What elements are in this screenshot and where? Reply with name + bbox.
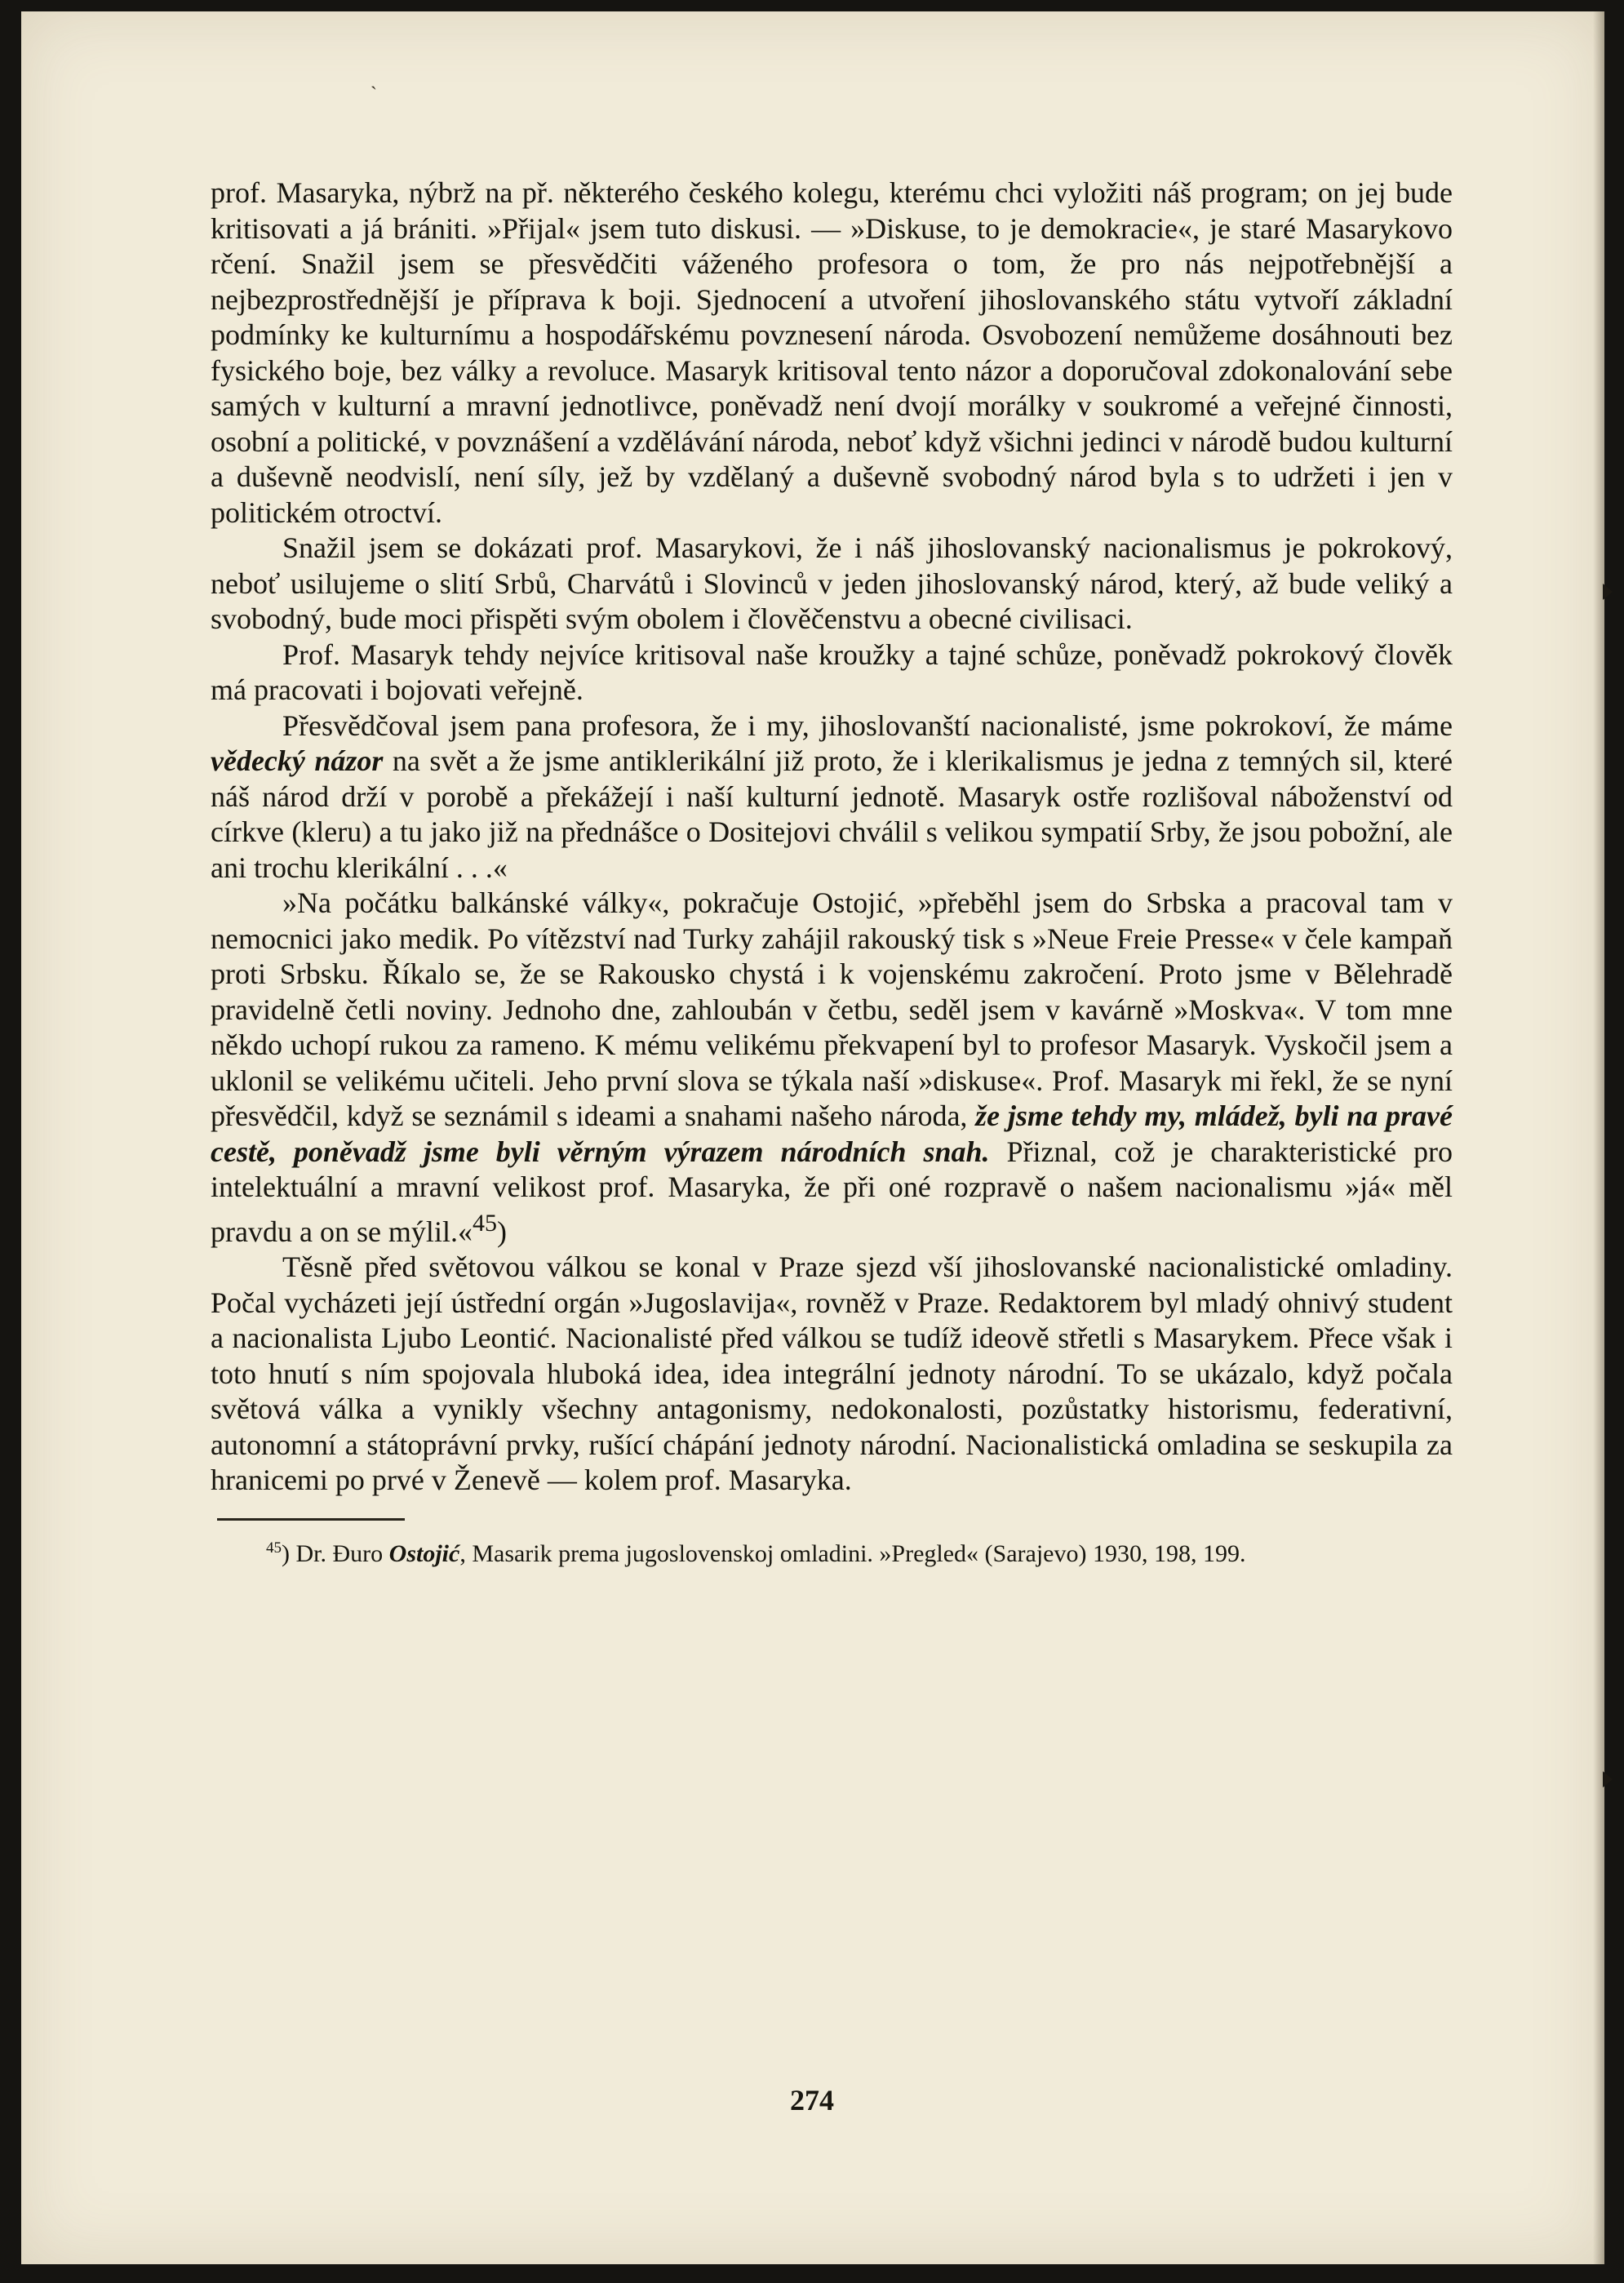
paragraph-5-text-b: Přiznal, což je charakteristické pro intelektuální a mravní velikost prof. Masaryka, že při oné rozpravě o našem nacionalismu »já« měl pravdu a on se mýlil.«: [211, 1135, 1453, 1248]
page-body: [211, 175, 1453, 1570]
page-number: 274: [790, 2084, 834, 2116]
paragraph-5-emphasis: že jsme tehdy my, mládež, byli na pravé cestě, poněvadž jsme byli věrným výrazem národních snah.: [211, 1099, 1453, 1168]
margin-tick-mark: [1603, 1771, 1613, 1788]
footnote-text-b: , Masarik prema jugoslovenskoj omladini. »Pregled« (Sarajevo) 1930, 198, 199.: [459, 1539, 1246, 1567]
paragraph-5-text-a: »Na počátku balkánské války«, pokračuje Ostojić, »přeběhl jsem do Srbska a pracoval tam v nemocnici jako medik. Po vítězství nad Turky zahájil rakouský tisk s »Neue Freie Presse« v čele kampaň proti Srbsku. Říkalo se, že se Rakousko chystá i k vojenskému zakročení. Proto jsme v Bělehradě pravidelně četli noviny. Jednoho dne, zahloubán v četbu, seděl jsem v kavárně »Moskva«. V tom mne někdo uchopí rukou za rameno. K mému velikému překvapení byl to profesor Masaryk. Vyskočil jsem a uklonil se velikému učiteli. Jeho první slova se týkala naší »diskuse«. Prof. Masaryk mi řekl, že se nyní přesvědčil, když se seznámil s ideami a snahami našeho národa,: [211, 886, 1453, 1132]
stray-ink-mark: ˏ: [371, 69, 377, 90]
footnote-number: 45: [266, 1539, 282, 1557]
margin-tick-mark: [1603, 584, 1613, 600]
paragraph-1: prof. Masaryka, nýbrž na př. některého českého kolegu, kterému chci vyložiti náš program; on jej bude kritisovati a já brániti. »Přijal« jsem tuto diskusi. — »Diskuse, to je demokracie«, je staré Masarykovo rčení. Snažil jsem se přesvědčiti váženého profesora o tom, že pro nás nejpotřebnější a nejbezprostřednější je příprava k boji. Sjednocení a utvoření jihoslovanského státu vytvoří základní podmínky ke kulturnímu a hospodářskému povznesení národa. Osvobození nemůžeme dosáhnouti bez fysického boje, bez války a revoluce. Masaryk kritisoval tento názor a doporučoval zdokonalování sebe samých v kulturní a mravní jednotlivce, poněvadž není dvojí morálky v soukromé a veřejné činnosti, osobní a politické, v povznášení a vzdělávání národa, neboť když všichni jedinci v národě budou kulturní a duševně neodvislí, není síly, jež by vzdělaný a duševně svobodný národ byla s to udržeti i jen v politickém otroctví.: [211, 176, 1453, 529]
footnote-divider: [217, 1518, 405, 1521]
page-edge-shadow: [1593, 11, 1604, 2264]
paragraph-4-text-b: na svět a že jsme antiklerikální již proto, že i klerikalismus je jedna z temných sil, které náš národ drží v porobě a překážejí i naší kulturní jednotě. Masaryk ostře rozlišoval náboženství od církve (kleru) a tu jako již na přednášce o Dositejovi chválil s velikou sympatií Srby, že jsou pobožní, ale ani trochu klerikální . . .«: [211, 744, 1453, 884]
paragraph-5: [211, 886, 1453, 1250]
footnote-45: [211, 1532, 1453, 1570]
paragraph-3: Prof. Masaryk tehdy nejvíce kritisoval naše kroužky a tajné schůze, poněvadž pokrokový člověk má pracovati i bojovati veřejně.: [211, 637, 1453, 706]
paragraph-4: [211, 708, 1453, 886]
paragraph-4-emphasis: vědecký názor: [211, 744, 384, 777]
footnote-reference: 45: [472, 1209, 497, 1237]
paragraph-4-text-a: Přesvědčoval jsem pana profesora, že i my, jihoslovanští nacionalisté, jsme pokrokoví, že máme: [282, 708, 1453, 742]
paragraph-6: Těsně před světovou válkou se konal v Praze sjezd vší jihoslovanské nacionalistické omladiny. Počal vycházeti její ústřední orgán »Jugoslavija«, rovněž v Praze. Redaktorem byl mladý ohnivý student a nacionalista Ljubo Leontić. Nacionalisté před válkou se tudíž ideově střetli s Masarykem. Přece však i toto hnutí s ním spojovala hluboká idea, idea integrální jednoty národní. To se ukázalo, když počala světová válka a vynikly všechny antagonismy, nedokonalosti, pozůstatky historismu, federativní, autonomní a státoprávní prvky, rušící chápání jednoty národní. Nacionalistická omladina se seskupila za hranicemi po prvé v Ženevě — kolem prof. Masaryka.: [211, 1250, 1453, 1496]
paragraph-2: Snažil jsem se dokázati prof. Masarykovi, že i náš jihoslovanský nacionalismus je pokrokový, neboť usilujeme o slití Srbů, Charvátů i Slovinců v jeden jihoslovanský národ, který, až bude veliký a svobodný, bude moci přispěti svým obolem i člověčenstvu a obecné civilisaci.: [211, 531, 1453, 635]
paragraph-5-text-c: ): [496, 1215, 507, 1248]
footnote-author: Ostojić: [388, 1539, 460, 1567]
footnote-text-a: ) Dr. Đuro: [282, 1539, 389, 1567]
